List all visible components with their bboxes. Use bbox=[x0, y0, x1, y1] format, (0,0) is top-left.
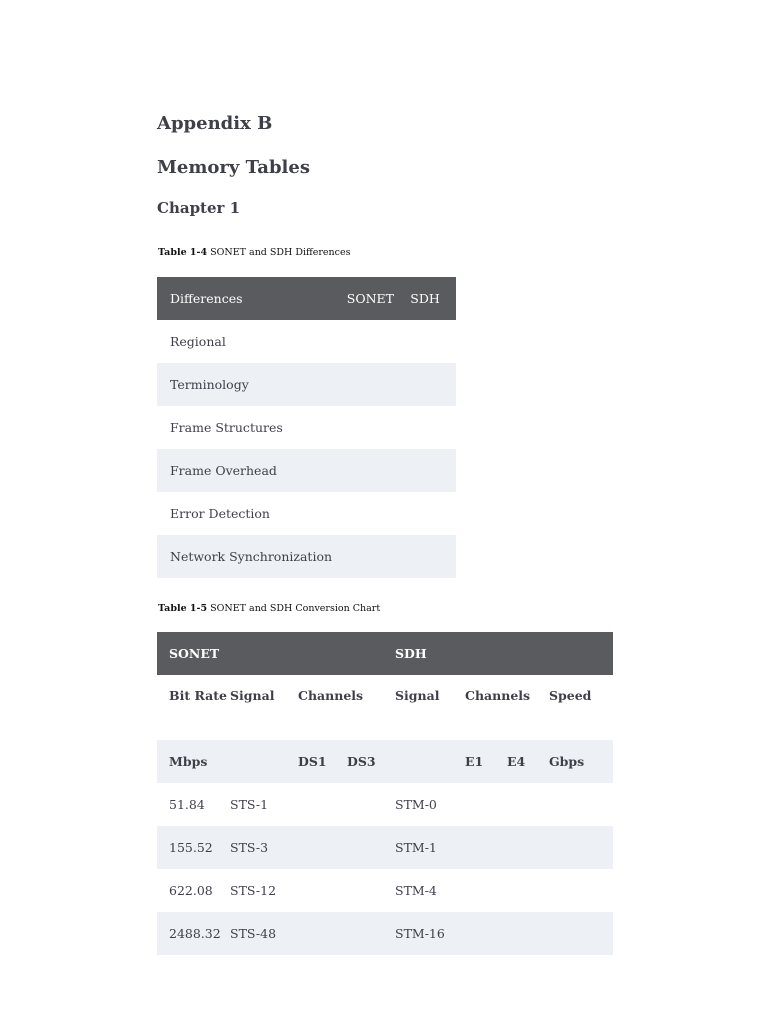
table-cell bbox=[298, 826, 347, 869]
table-cell bbox=[394, 449, 456, 492]
bit-rate-cell: 622.08 bbox=[169, 883, 213, 898]
table-cell bbox=[298, 912, 347, 955]
appendix-title: Appendix B bbox=[157, 113, 273, 134]
table-cell: Error Detection bbox=[170, 506, 270, 521]
table-cell bbox=[394, 492, 456, 535]
column-header: Signal bbox=[395, 688, 440, 703]
unit-label: E4 bbox=[507, 740, 549, 783]
table-cell bbox=[334, 406, 394, 449]
table-cell bbox=[334, 449, 394, 492]
sdh-signal-cell: STM-16 bbox=[395, 912, 465, 955]
table-cell bbox=[465, 869, 507, 912]
table-cell bbox=[298, 783, 347, 826]
column-header: Bit Rate bbox=[169, 688, 227, 703]
column-header: Speed bbox=[549, 688, 592, 703]
section-title: Memory Tables bbox=[157, 157, 310, 178]
table-units-row bbox=[157, 740, 613, 783]
table-row bbox=[157, 406, 456, 449]
table-cell bbox=[549, 783, 613, 826]
column-group-header: SDH bbox=[395, 632, 613, 675]
table-cell bbox=[394, 363, 456, 406]
table-cell bbox=[507, 826, 549, 869]
table-row bbox=[157, 449, 456, 492]
column-header: Differences bbox=[157, 277, 334, 320]
bit-rate-cell: 2488.32 bbox=[157, 912, 230, 955]
table-header-row bbox=[157, 277, 456, 320]
table-cell: Network Synchronization bbox=[157, 535, 334, 578]
column-header: SONET bbox=[334, 277, 394, 320]
table-cell bbox=[334, 320, 394, 363]
column-header: SDH bbox=[394, 277, 456, 320]
table-caption-text: SONET and SDH Conversion Chart bbox=[210, 603, 381, 614]
table-cell: Frame Structures bbox=[170, 420, 283, 435]
sdh-signal-cell: STM-4 bbox=[395, 883, 437, 898]
table-cell bbox=[334, 535, 394, 578]
table-cell bbox=[549, 912, 613, 955]
table-caption bbox=[158, 603, 380, 614]
table-row bbox=[157, 912, 613, 955]
table-row bbox=[157, 492, 456, 535]
unit-label: DS1 bbox=[298, 740, 347, 783]
table-row bbox=[157, 783, 613, 826]
column-group-header: SONET bbox=[157, 632, 395, 675]
sdh-signal-cell: STM-1 bbox=[395, 826, 465, 869]
table-row bbox=[157, 869, 613, 912]
table-cell bbox=[507, 869, 549, 912]
sonet-signal-cell: STS-12 bbox=[230, 883, 277, 898]
table-cell bbox=[347, 783, 395, 826]
table-cell bbox=[334, 363, 394, 406]
unit-label: DS3 bbox=[347, 740, 395, 783]
table-header-row bbox=[157, 632, 613, 675]
table-cell bbox=[347, 912, 395, 955]
table-cell bbox=[549, 869, 613, 912]
sonet-sdh-conversion-table bbox=[157, 632, 613, 955]
table-cell bbox=[298, 869, 347, 912]
table-cell bbox=[394, 535, 456, 578]
table-caption bbox=[158, 247, 350, 258]
table-row bbox=[157, 826, 613, 869]
table-cell bbox=[394, 320, 456, 363]
table-subheader-row bbox=[157, 675, 613, 740]
table-cell bbox=[334, 492, 394, 535]
table-caption-text: SONET and SDH Differences bbox=[210, 247, 351, 258]
table-cell bbox=[465, 912, 507, 955]
table-number: Table 1-4 bbox=[158, 247, 208, 258]
table-cell bbox=[230, 740, 298, 783]
table-cell bbox=[465, 783, 507, 826]
table-cell bbox=[549, 826, 613, 869]
table-cell: Terminology bbox=[157, 363, 334, 406]
sonet-signal-cell: STS-48 bbox=[230, 912, 298, 955]
table-cell bbox=[507, 783, 549, 826]
table-cell bbox=[394, 406, 456, 449]
table-cell bbox=[347, 826, 395, 869]
sdh-signal-cell: STM-0 bbox=[395, 797, 437, 812]
table-cell bbox=[465, 826, 507, 869]
table-number: Table 1-5 bbox=[158, 603, 208, 614]
column-header: Channels bbox=[465, 688, 531, 703]
sonet-signal-cell: STS-3 bbox=[230, 826, 298, 869]
column-header: Signal bbox=[230, 688, 275, 703]
column-header: Channels bbox=[298, 688, 364, 703]
table-row bbox=[157, 320, 456, 363]
table-cell: Regional bbox=[170, 334, 226, 349]
table-cell: Frame Overhead bbox=[157, 449, 334, 492]
bit-rate-cell: 51.84 bbox=[169, 797, 205, 812]
table-row bbox=[157, 535, 456, 578]
table-cell bbox=[395, 740, 465, 783]
unit-label: Mbps bbox=[157, 740, 230, 783]
bit-rate-cell: 155.52 bbox=[157, 826, 230, 869]
sonet-signal-cell: STS-1 bbox=[230, 797, 269, 812]
sonet-sdh-differences-table bbox=[157, 277, 456, 578]
unit-label: Gbps bbox=[549, 740, 613, 783]
table-cell bbox=[347, 869, 395, 912]
unit-label: E1 bbox=[465, 740, 507, 783]
table-cell bbox=[507, 912, 549, 955]
table-row bbox=[157, 363, 456, 406]
chapter-title: Chapter 1 bbox=[157, 199, 241, 217]
